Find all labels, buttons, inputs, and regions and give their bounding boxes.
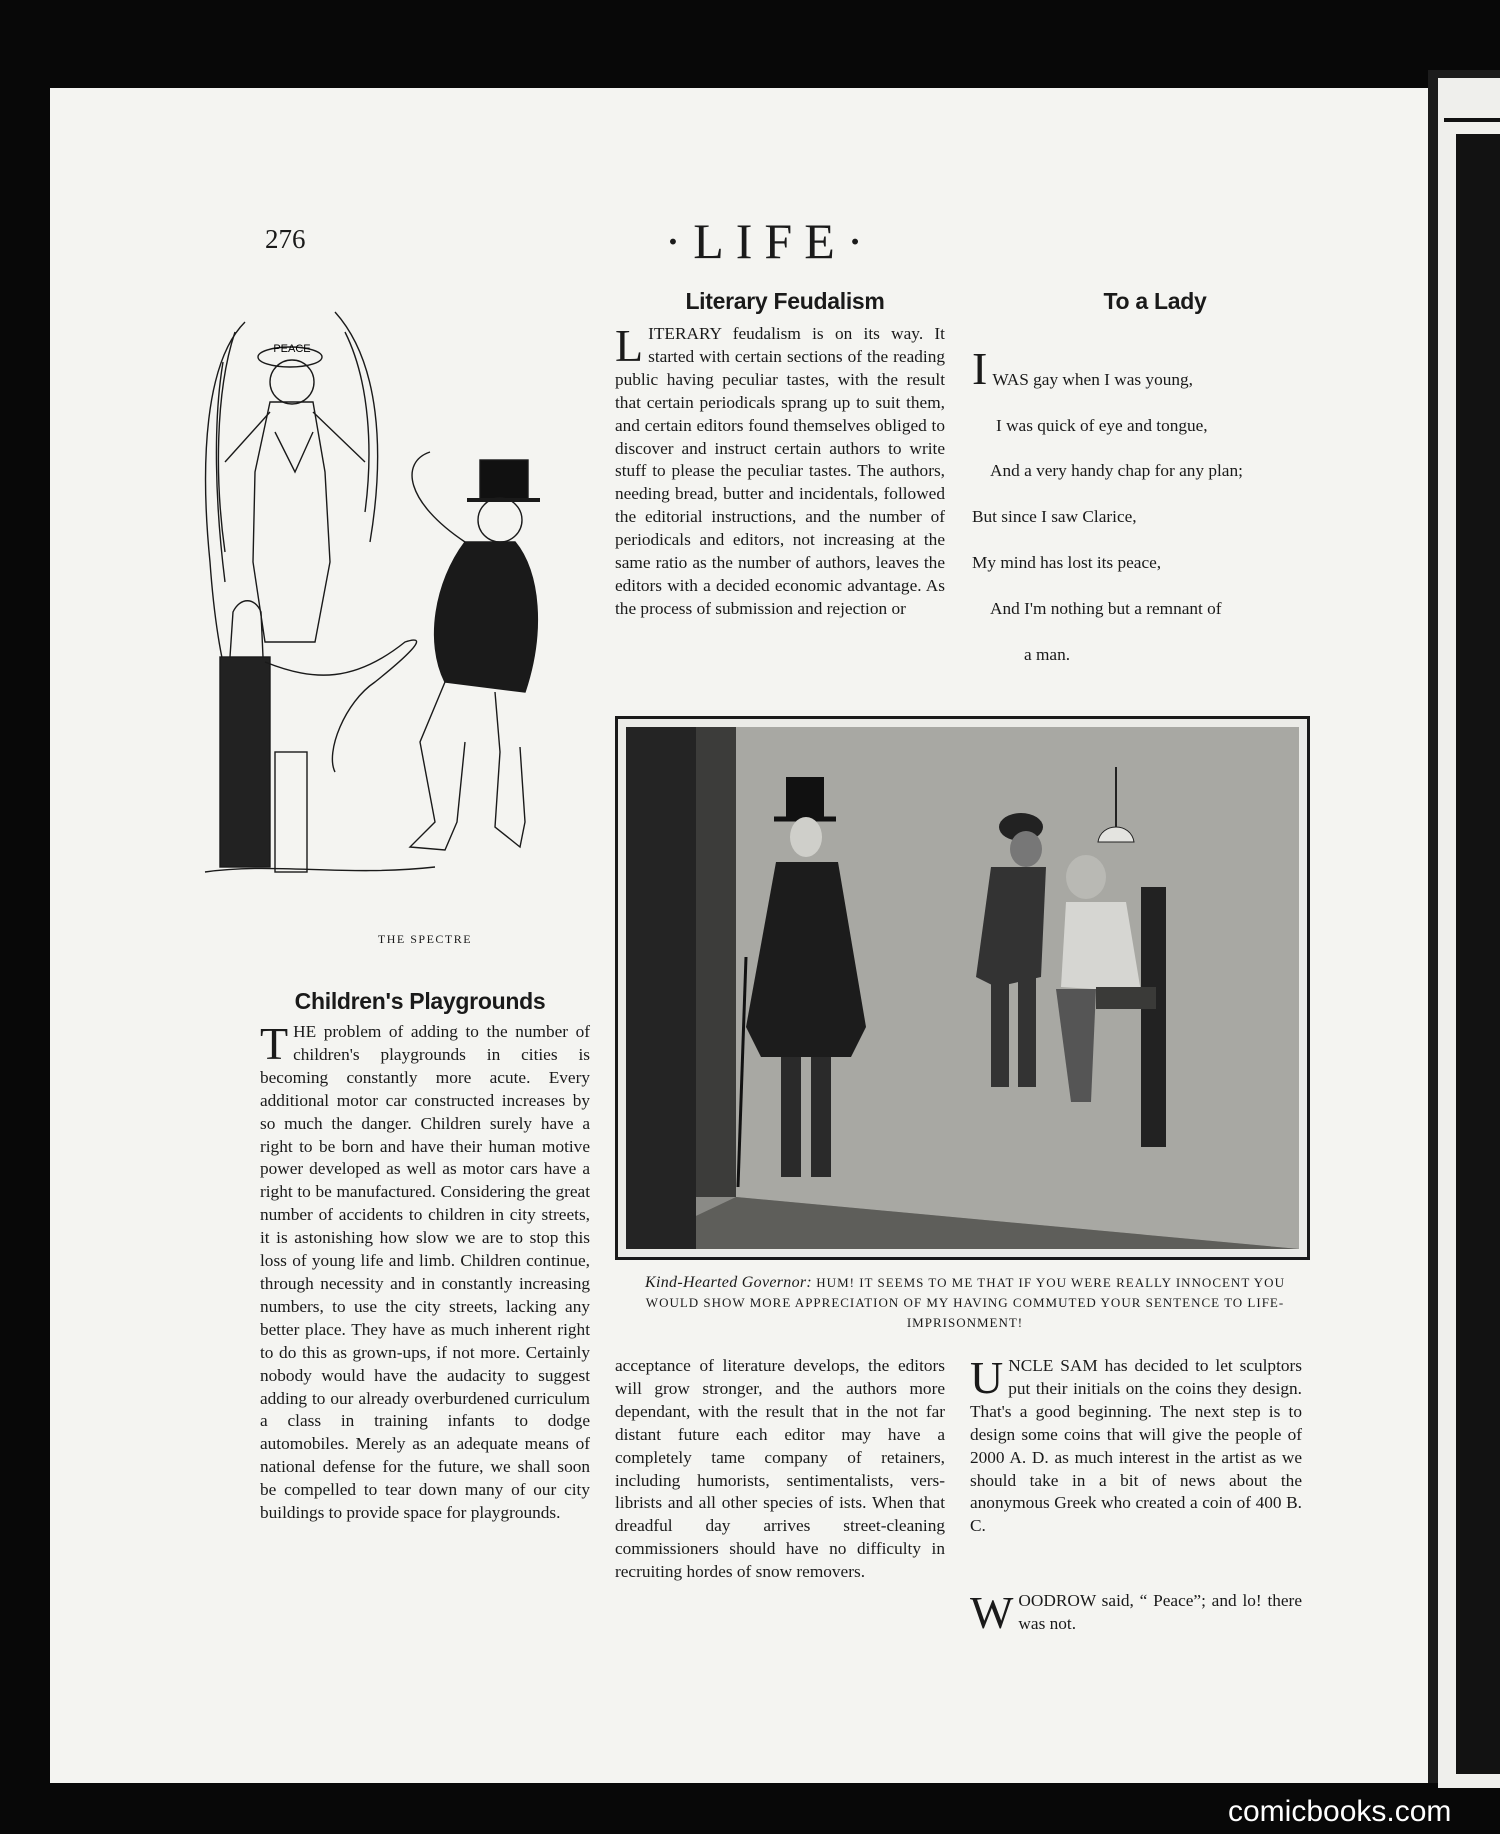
poem-line xyxy=(972,690,1302,713)
literary-feudalism-continued: acceptance of literature develops, the editors will grow stronger, and the authors more dependant, with the result that in the not far distant future each editor may have a completely tame company of retainers, including humorists, sentimentalists, vers-librists and all other species of ists. When that dreadful day arrives street-cleaning commissioners should have no difficulty in recruiting hordes of snow removers. xyxy=(615,1356,945,1582)
childrens-playgrounds-body: HE problem of adding to the number of children's playgrounds in cities is becoming constantly more acute. Every additional motor car constructed increases by so much the danger. Children surely have a right to be born and have their human motive power developed as well as motor cars have a right to be manufactured. Considering the great number of accidents to children in city streets, it is astonishing how slow we are to stop this loss of young life and limb. Children continue, through necessity and in constantly increasing numbers, to use the city streets, lacking any better place. They have as much inherent right to do this as grown-ups, if not more. Certainly nobody would have the audacity to suggest adding to our already overburdened curriculum a class in training infants to dodge automobiles. Merely as an adequate means of national defense for the future, we shall soon be compelled to tear down many of our city buildings to provide space for playgrounds. xyxy=(260,1022,590,1523)
woodrow-text xyxy=(970,1587,1302,1638)
uncle-sam-text xyxy=(970,1352,1302,1538)
masthead: ·LIFE· xyxy=(664,213,876,269)
poem-line: My mind has lost its peace, xyxy=(972,553,1162,573)
facing-page-edge xyxy=(1438,78,1500,1788)
caption-speaker: Kind-Hearted Governor: xyxy=(645,1274,813,1291)
dropcap: T xyxy=(260,1018,289,1069)
poem-line: WAS gay when I was young, xyxy=(992,369,1193,389)
childrens-playgrounds-text xyxy=(260,1018,590,1525)
literary-feudalism-part1: ITERARY feudalism is on its way. It started with certain sections of the reading public having peculiar tastes, with the result that certain periodicals sprang up to suit them, and certain editors found themselves obliged to discover and instruct certain authors to write stuff to please the peculiar tastes. The authors, needing bread, butter and incidentals, followed the editorial instructions, and the number of periodicals and editors, not increasing at the same ratio as the number of authors, leaves the editors with a decided economic advantage. As the process of submission and rejection or xyxy=(615,324,945,618)
spectre-illustration xyxy=(195,302,595,917)
caption-text: HUM! IT SEEMS TO ME THAT IF YOU WERE REALLY INNOCENT YOU WOULD SHOW MORE APPRECIATION OF MY HAVING COMMUTED YOUR SENTENCE TO LIFE-IMPRISONMENT! xyxy=(645,1275,1285,1330)
spectre-caption: THE SPECTRE xyxy=(377,932,473,946)
dropcap: W xyxy=(970,1587,1014,1638)
dropcap: U xyxy=(970,1352,1004,1403)
poem-line: I was quick of eye and tongue, xyxy=(996,415,1208,435)
governor-caption xyxy=(625,1273,1305,1333)
childrens-playgrounds-title: Children's Playgrounds xyxy=(294,988,546,1014)
poem-line: But since I saw Clarice, xyxy=(972,507,1137,527)
woodrow-body: OODROW said, “ Peace”; and lo! there was not. xyxy=(1018,1591,1302,1633)
page-number: 276 xyxy=(265,224,306,254)
dropcap: L xyxy=(615,320,644,371)
literary-feudalism-title: Literary Feudalism xyxy=(685,288,885,314)
governor-cartoon-illustration xyxy=(626,727,1299,1249)
dropcap: I xyxy=(972,342,988,394)
peace-label: PEACE xyxy=(273,343,311,355)
watermark: comicbooks.com xyxy=(1228,1795,1452,1828)
poem-line: And I'm nothing but a remnant of xyxy=(990,598,1222,618)
governor-cartoon-frame xyxy=(615,716,1310,1260)
poem-line: a man. xyxy=(1024,644,1071,664)
to-a-lady-title: To a Lady xyxy=(1103,288,1207,314)
poem-line: And a very handy chap for any plan; xyxy=(990,461,1243,481)
literary-feudalism-text xyxy=(615,320,945,621)
uncle-sam-body: NCLE SAM has decided to let sculptors put their initials on the coins they design. That's a good beginning. The next step is to design some coins that will give the people of 2000 A. D. as much interest in the artist as we should take in a bit of news about the anonymous Greek who created a coin of 400 B. C. xyxy=(970,1356,1302,1536)
